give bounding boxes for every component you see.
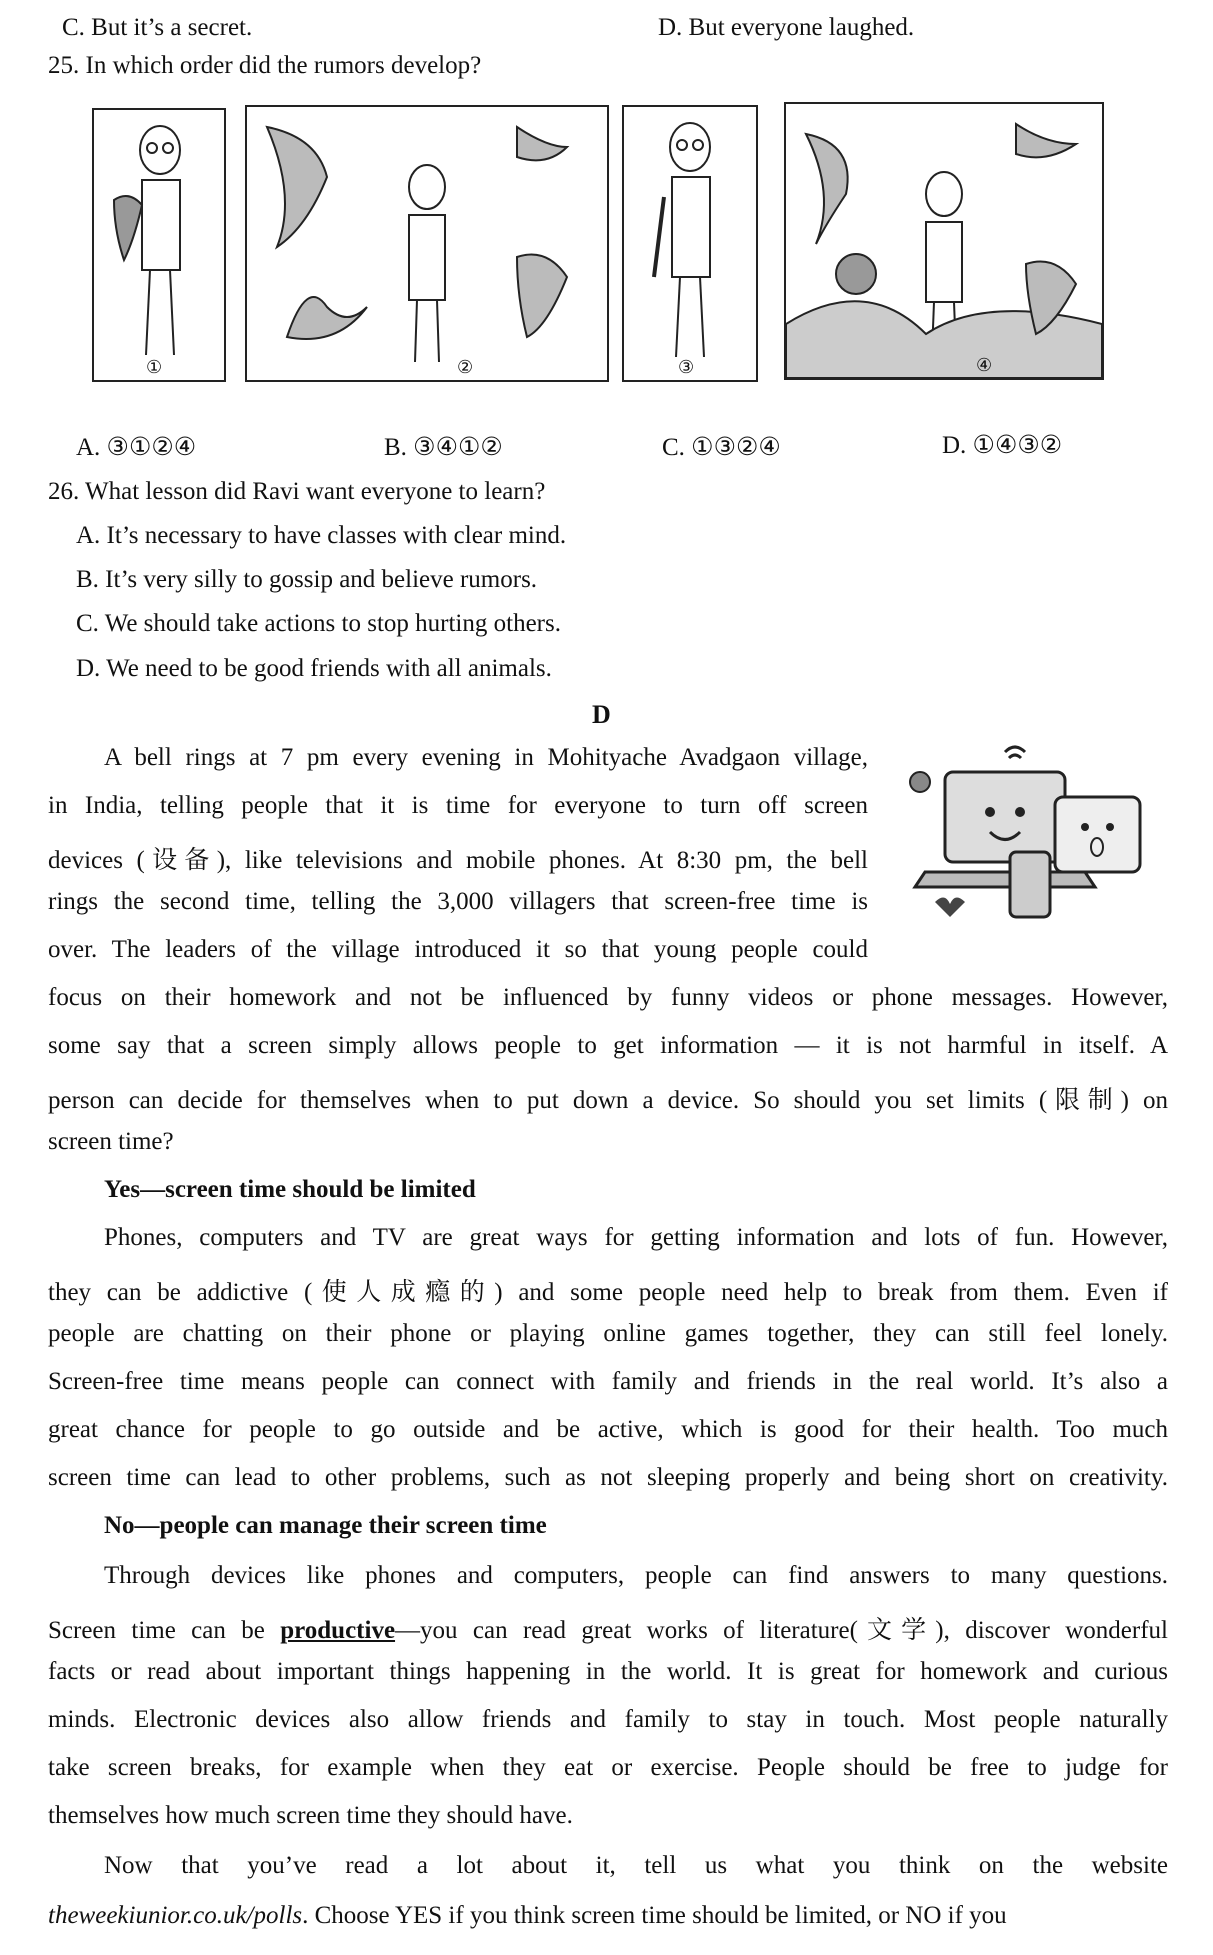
- no-line-5: take screen breaks, for example when they eat or exercise. People should be free to judge for: [48, 1754, 1168, 1781]
- intro-line-7: some say that a screen simply allows people to get information — it is not harmful in itself. A: [48, 1032, 1168, 1059]
- no-line-2-post: —you can read great works of literature(文学), discover wonderful: [395, 1617, 1168, 1644]
- man-with-fish-illustration: [94, 110, 224, 380]
- q25-option-d: D. ①④③②: [942, 432, 1063, 459]
- passage-intro-wrapped: [48, 744, 868, 984]
- panel-label-3: ③: [678, 357, 695, 377]
- intro-line-2: in India, telling people that it is time for everyone to turn off screen: [48, 792, 868, 819]
- man-with-flute-illustration: [624, 107, 756, 380]
- no-line-2-pre: Screen time can be: [48, 1617, 281, 1644]
- intro-line-1: A bell rings at 7 pm every evening in Mohityache Avadgaon village,: [104, 744, 868, 771]
- no-line-6: themselves how much screen time they should have.: [48, 1802, 573, 1829]
- intro-line-6: focus on their homework and not be influenced by funny videos or phone messages. However,: [48, 984, 1168, 1011]
- yes-line-3: people are chatting on their phone or playing online games together, they can still feel lonely.: [48, 1320, 1168, 1347]
- yes-heading: Yes—screen time should be limited: [104, 1176, 476, 1203]
- q25-option-b: B. ③④①②: [384, 434, 503, 461]
- closing-line-1: Now that you’ve read a lot about it, tell us what you think on the website: [104, 1852, 1168, 1879]
- prev-option-c: C. But it’s a secret.: [62, 14, 253, 41]
- productive-word: productive: [280, 1617, 396, 1644]
- closing-line-2: [48, 1902, 1168, 1930]
- comic-panel-3: [622, 105, 758, 382]
- yes-line-1: Phones, computers and TV are great ways for getting information and lots of fun. However,: [104, 1224, 1168, 1251]
- intro-line-8: person can decide for themselves when to put down a device. So should you set limits (限制) on: [48, 1087, 1168, 1114]
- panel-label-2: ②: [457, 357, 474, 377]
- no-line-3: facts or read about important things happening in the world. It is great for homework and curious: [48, 1658, 1168, 1685]
- comic-panel-4: [784, 102, 1104, 380]
- yes-line-4: Screen-free time means people can connect with family and friends in the real world. It’s also a: [48, 1368, 1168, 1395]
- intro-line-3: devices (设备), like televisions and mobile phones. At 8:30 pm, the bell: [48, 847, 868, 874]
- intro-line-4: rings the second time, telling the 3,000 villagers that screen-free time is: [48, 888, 868, 915]
- q25-option-c: C. ①③②④: [662, 434, 781, 461]
- no-line-4: minds. Electronic devices also allow friends and family to stay in touch. Most people naturally: [48, 1706, 1168, 1733]
- comic-panel-1: [92, 108, 226, 382]
- q26-question: 26. What lesson did Ravi want everyone to learn?: [48, 478, 546, 505]
- prev-option-d: D. But everyone laughed.: [658, 14, 915, 41]
- intro-line-5: over. The leaders of the village introduced it so that young people could: [48, 936, 868, 963]
- no-line-1: Through devices like phones and computers, people can find answers to many questions.: [104, 1562, 1168, 1589]
- panel-label-1: ①: [146, 357, 163, 377]
- man-with-animals-illustration: [786, 104, 1102, 378]
- q25-option-a: A. ③①②④: [76, 434, 197, 461]
- q26-option-d: D. We need to be good friends with all animals.: [76, 655, 552, 682]
- q26-option-a: A. It’s necessary to have classes with clear mind.: [76, 522, 567, 549]
- poll-website-link[interactable]: theweekiunior.co.uk/polls: [48, 1902, 303, 1929]
- panel-label-4: ④: [976, 355, 993, 375]
- man-with-fish-and-cranes-illustration: [247, 107, 607, 380]
- closing-line-2-post: . Choose YES if you think screen time should be limited, or NO if you: [302, 1902, 1007, 1929]
- q26-option-b: B. It’s very silly to gossip and believe rumors.: [76, 566, 538, 593]
- yes-line-5: great chance for people to go outside and be active, which is good for their health. Too much: [48, 1416, 1168, 1443]
- intro-line-9: screen time?: [48, 1128, 174, 1155]
- yes-line-6: screen time can lead to other problems, such as not sleeping properly and being short on creativity.: [48, 1464, 1168, 1491]
- comic-panel-2: [245, 105, 609, 382]
- passage-letter: D: [592, 700, 611, 729]
- q26-option-c: C. We should take actions to stop hurting others.: [76, 610, 561, 637]
- no-line-2: [48, 1610, 1168, 1646]
- screen-devices-illustration: [905, 742, 1155, 932]
- yes-line-2: they can be addictive (使人成瘾的) and some people need help to break from them. Even if: [48, 1279, 1168, 1306]
- no-heading: No—people can manage their screen time: [104, 1512, 547, 1539]
- q25-question: 25. In which order did the rumors develop?: [48, 52, 482, 79]
